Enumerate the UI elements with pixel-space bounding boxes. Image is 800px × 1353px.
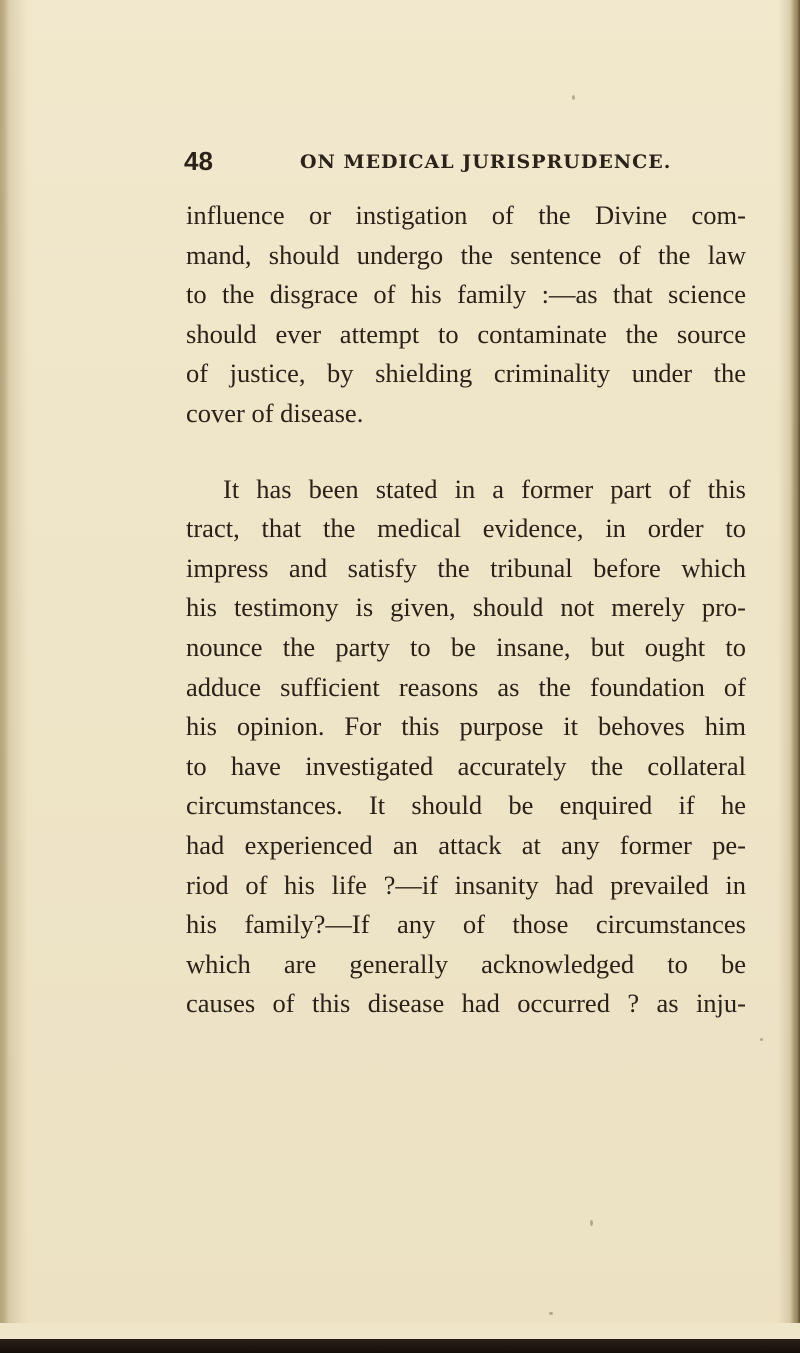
paper-speck bbox=[549, 1312, 553, 1315]
text-line: to have investigated accurately the collateral bbox=[186, 750, 746, 781]
text-line: his family?—If any of those circumstances bbox=[186, 909, 746, 940]
page-number: 48 bbox=[184, 146, 213, 176]
text-line: It has been stated in a former part of this bbox=[223, 473, 746, 504]
text-line: impress and satisfy the tribunal before which bbox=[186, 552, 746, 583]
text-line: to the disgrace of his family :—as that science bbox=[186, 279, 746, 310]
paragraph-2 bbox=[186, 470, 746, 1024]
page-right-edge-shadow bbox=[790, 0, 800, 1353]
text-line: influence or instigation of the Divine com- bbox=[186, 200, 746, 230]
body-text bbox=[186, 196, 746, 1024]
text-line: cover of disease. bbox=[186, 397, 364, 428]
page-bottom-shadow bbox=[0, 1339, 800, 1353]
text-line: which are generally acknowledged to be bbox=[186, 948, 746, 979]
text-line: his opinion. For this purpose it behoves him bbox=[186, 711, 746, 742]
text-line: tract, that the medical evidence, in order to bbox=[186, 513, 746, 544]
paper-speck bbox=[572, 95, 575, 100]
paper-speck bbox=[760, 1038, 763, 1041]
page-left-edge-shadow bbox=[0, 0, 8, 1353]
text-line: of justice, by shielding criminality under the bbox=[186, 358, 746, 389]
text-line: his testimony is given, should not merely pro- bbox=[186, 592, 746, 623]
paper-speck bbox=[590, 1220, 593, 1226]
text-line: adduce sufficient reasons as the foundation of bbox=[186, 671, 746, 702]
text-line: nounce the party to be insane, but ought to bbox=[186, 631, 746, 662]
running-head: ON MEDICAL JURISPRUDENCE. bbox=[300, 151, 672, 173]
paragraph-1 bbox=[186, 196, 746, 434]
page-header bbox=[0, 146, 800, 176]
text-line: had experienced an attack at any former pe- bbox=[186, 829, 746, 860]
text-line: should ever attempt to contaminate the source bbox=[186, 318, 746, 349]
text-line: circumstances. It should be enquired if he bbox=[186, 790, 746, 821]
text-line: mand, should undergo the sentence of the law bbox=[186, 239, 746, 270]
page-bottom-edge bbox=[0, 1323, 800, 1353]
text-line: riod of his life ?—if insanity had prevailed in bbox=[186, 869, 746, 900]
paragraph-gap bbox=[186, 434, 746, 470]
text-line: causes of this disease had occurred ? as inju- bbox=[186, 988, 746, 1019]
